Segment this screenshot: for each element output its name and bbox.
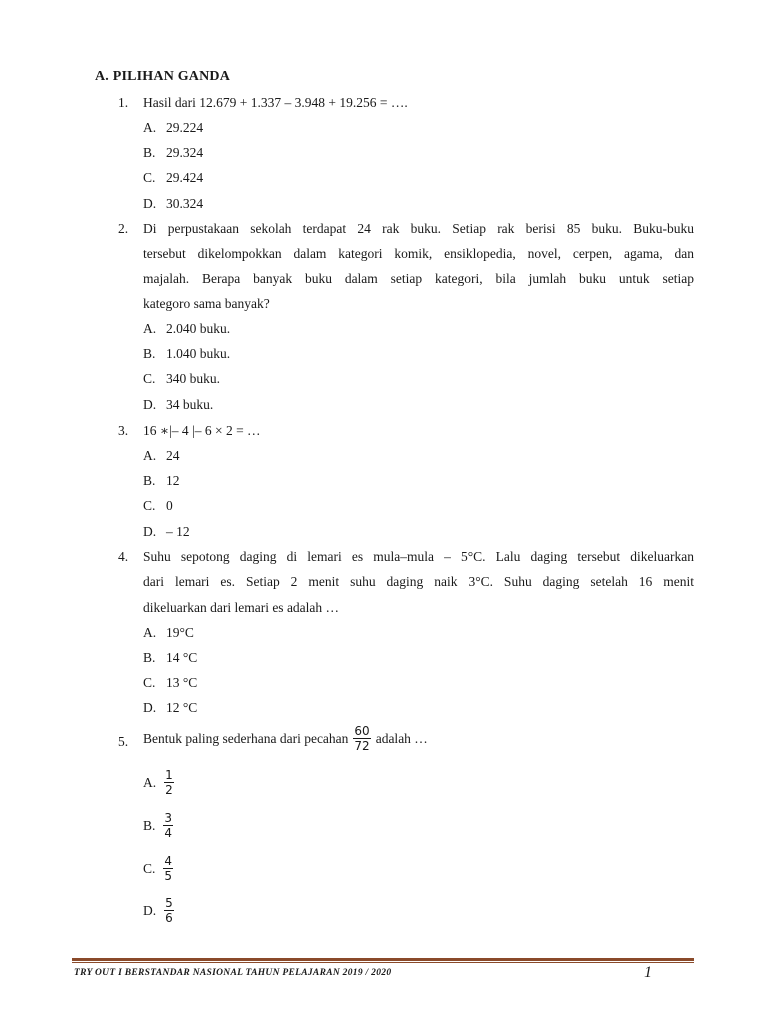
fraction-denominator: 72 xyxy=(354,739,370,753)
question-text-after: adalah … xyxy=(375,730,428,746)
option-label: B. xyxy=(143,473,156,488)
option-label: D. xyxy=(143,524,157,539)
option-text: 29.324 xyxy=(166,145,204,160)
fraction-numerator: 4 xyxy=(164,854,173,868)
option-label: D. xyxy=(143,397,157,412)
fraction-numerator: 1 xyxy=(165,768,173,782)
section-title: A. PILIHAN GANDA xyxy=(95,69,231,84)
option-label: C. xyxy=(143,675,156,690)
option-text: 29.424 xyxy=(166,170,204,185)
option-text: 2.040 buku. xyxy=(166,321,231,336)
question-text-line: dari lemari es. Setiap 2 menit suhu daging naik 3°C. Suhu daging setelah 16 menit xyxy=(143,574,694,589)
option-label: C. xyxy=(143,498,156,513)
option-label: D. xyxy=(143,196,157,211)
option-fraction xyxy=(164,896,174,925)
option-text: 12 °C xyxy=(166,700,198,715)
option-label: A. xyxy=(143,120,157,135)
footer-text: TRY OUT I BERSTANDAR NASIONAL TAHUN PELAJARAN 2019 / 2020 xyxy=(74,968,392,978)
option-text: 24 xyxy=(166,448,180,463)
footer-rule-thick xyxy=(72,958,694,961)
fraction-numerator: 3 xyxy=(164,811,173,825)
question-text-before: Bentuk paling sederhana dari pecahan xyxy=(143,730,349,746)
question-text xyxy=(143,724,428,753)
option-label: C. xyxy=(143,371,156,386)
option-b xyxy=(143,811,173,840)
question-text-line: dikeluarkan dari lemari es adalah … xyxy=(143,600,340,615)
option-c xyxy=(143,854,173,883)
option-fraction xyxy=(164,768,174,797)
option-text: 19°C xyxy=(166,625,194,640)
fraction xyxy=(353,724,370,753)
option-text: 14 °C xyxy=(166,650,198,665)
footer-rule-thin xyxy=(72,962,694,963)
question-number: 3. xyxy=(118,423,129,438)
fraction-denominator: 4 xyxy=(164,826,173,840)
fraction-denominator: 2 xyxy=(165,783,173,797)
option-text: 13 °C xyxy=(166,675,198,690)
option-label: C. xyxy=(143,860,156,876)
question-text-line: Suhu sepotong daging di lemari es mula–mula – 5°C. Lalu daging tersebut dikeluarkan xyxy=(143,549,694,564)
option-label: B. xyxy=(143,817,156,833)
option-text: 30.324 xyxy=(166,196,204,211)
question-text: Hasil dari 12.679 + 1.337 – 3.948 + 19.256 = …. xyxy=(143,95,408,110)
question-number: 4. xyxy=(118,549,129,564)
option-text: 1.040 buku. xyxy=(166,346,231,361)
fraction-numerator: 60 xyxy=(354,724,370,738)
fraction-denominator: 5 xyxy=(164,869,173,883)
option-text: 29.224 xyxy=(166,120,204,135)
question-number: 5. xyxy=(118,734,129,749)
page-number: 1 xyxy=(644,964,652,981)
option-d xyxy=(143,896,174,925)
option-label: C. xyxy=(143,170,156,185)
option-label: B. xyxy=(143,650,156,665)
option-label: D. xyxy=(143,902,157,918)
option-label: B. xyxy=(143,346,156,361)
option-label: A. xyxy=(143,448,157,463)
option-label: B. xyxy=(143,145,156,160)
option-label: A. xyxy=(143,321,157,336)
option-text: 0 xyxy=(166,498,173,513)
question-text-line: kategoro sama banyak? xyxy=(143,296,270,311)
option-fraction xyxy=(163,811,173,840)
option-text: – 12 xyxy=(166,524,190,539)
option-label: A. xyxy=(143,625,157,640)
option-label: A. xyxy=(143,774,157,790)
question-number: 1. xyxy=(118,95,129,110)
option-fraction xyxy=(163,854,173,883)
question-text-line: Di perpustakaan sekolah terdapat 24 rak buku. Setiap rak berisi 85 buku. Buku-buku xyxy=(143,221,694,236)
option-text: 34 buku. xyxy=(166,397,214,412)
question-text: 16 ∗|– 4 |– 6 × 2 = … xyxy=(143,423,261,438)
option-a xyxy=(143,768,174,797)
fraction-numerator: 5 xyxy=(165,896,173,910)
fraction-denominator: 6 xyxy=(165,911,173,925)
question-text-line: majalah. Berapa banyak buku dalam setiap kategori, bila jumlah buku untuk setiap xyxy=(143,271,694,286)
question-text-line: tersebut dikelompokkan dalam kategori komik, ensiklopedia, novel, cerpen, agama, dan xyxy=(143,246,694,261)
question-number: 2. xyxy=(118,221,129,236)
option-text: 12 xyxy=(166,473,180,488)
option-text: 340 buku. xyxy=(166,371,220,386)
option-label: D. xyxy=(143,700,157,715)
